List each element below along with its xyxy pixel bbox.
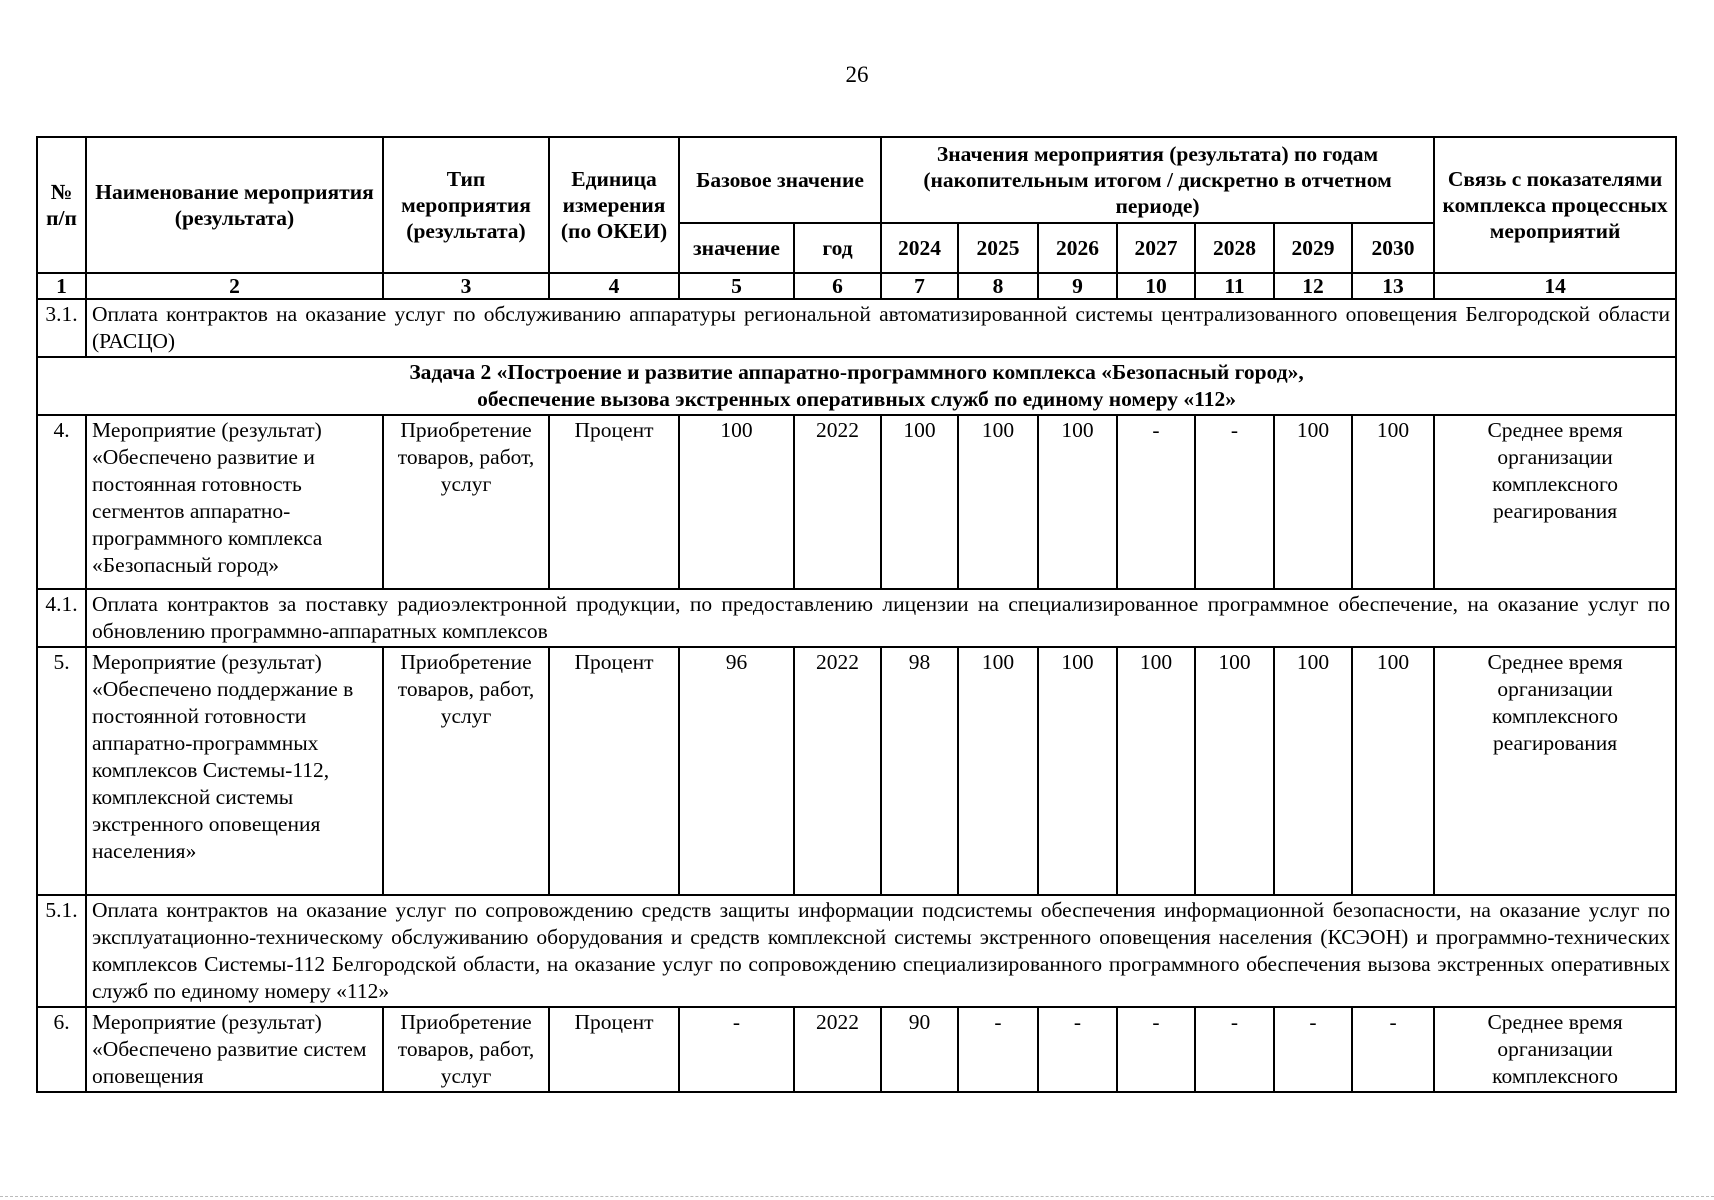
- column-number: 7: [881, 273, 958, 299]
- year-value: 100: [1195, 647, 1274, 895]
- year-value: 100: [1117, 647, 1195, 895]
- year-value: 100: [881, 415, 958, 589]
- column-number: 14: [1434, 273, 1676, 299]
- base-year: 2022: [794, 415, 881, 589]
- measure-unit: Процент: [549, 1007, 679, 1092]
- column-number: 5: [679, 273, 794, 299]
- column-number-row: [37, 273, 1676, 299]
- column-number: 11: [1195, 273, 1274, 299]
- scan-edge-line: [0, 1196, 1714, 1199]
- measure-name: Мероприятие (результат) «Обеспечено развитие и постоянная готовность сегментов аппаратно-программного комплекса «Безопасный город»: [86, 415, 383, 589]
- header-year: 2030: [1352, 223, 1434, 273]
- header-year: 2027: [1117, 223, 1195, 273]
- header-num: № п/п: [37, 137, 86, 273]
- header-year: 2026: [1038, 223, 1117, 273]
- measure-type: Приобретение товаров, работ, услуг: [383, 647, 549, 895]
- year-value: -: [1274, 1007, 1352, 1092]
- base-value: 96: [679, 647, 794, 895]
- base-value: 100: [679, 415, 794, 589]
- row-4-1: [37, 589, 1676, 647]
- column-number: 8: [958, 273, 1038, 299]
- task-heading: [37, 357, 1676, 415]
- header-type: Тип мероприятия (результата): [383, 137, 549, 273]
- year-value: -: [1117, 415, 1195, 589]
- indicator-link: Среднее время организации комплексного реагирования: [1434, 647, 1676, 895]
- payment-text: Оплата контрактов за поставку радиоэлектронной продукции, по предоставлению лицензии на специализированное программное обеспечение, на оказание услуг по обновлению программно-аппаратных комплексов: [86, 589, 1676, 647]
- header-unit: Единица измерения (по ОКЕИ): [549, 137, 679, 273]
- column-number: 4: [549, 273, 679, 299]
- year-value: -: [958, 1007, 1038, 1092]
- row-number: 5.: [37, 647, 86, 895]
- year-value: 100: [958, 647, 1038, 895]
- indicator-link: Среднее время организации комплексного реагирования: [1434, 415, 1676, 589]
- header-base-year: год: [794, 223, 881, 273]
- column-number: 2: [86, 273, 383, 299]
- measure-name: Мероприятие (результат) «Обеспечено поддержание в постоянной готовности аппаратно-программных комплексов Системы-112, комплексной системы экстренного оповещения населения»: [86, 647, 383, 895]
- task-2-row: [37, 357, 1676, 415]
- year-value: 100: [1352, 415, 1434, 589]
- header-base: Базовое значение: [679, 137, 881, 223]
- measure-type: Приобретение товаров, работ, услуг: [383, 415, 549, 589]
- base-year: 2022: [794, 647, 881, 895]
- year-value: 100: [1038, 647, 1117, 895]
- year-value: 100: [1352, 647, 1434, 895]
- column-number: 1: [37, 273, 86, 299]
- column-number: 3: [383, 273, 549, 299]
- task-heading-line: Задача 2 «Построение и развитие аппаратно-программного комплекса «Безопасный город»,: [409, 360, 1304, 384]
- row-number: 6.: [37, 1007, 86, 1092]
- row-number: 4.: [37, 415, 86, 589]
- base-year: 2022: [794, 1007, 881, 1092]
- header-year: 2028: [1195, 223, 1274, 273]
- row-number: 3.1.: [37, 299, 86, 357]
- header-year: 2025: [958, 223, 1038, 273]
- year-value: -: [1117, 1007, 1195, 1092]
- year-value: -: [1195, 1007, 1274, 1092]
- measures-table: [36, 136, 1677, 1093]
- measure-name: Мероприятие (результат) «Обеспечено развитие систем оповещения: [86, 1007, 383, 1092]
- indicator-link: Среднее время организации комплексного: [1434, 1007, 1676, 1092]
- header-values-by-year: Значения мероприятия (результата) по годам (накопительным итогом / дискретно в отчетном периоде): [881, 137, 1434, 223]
- page-number: 26: [845, 62, 869, 87]
- column-number: 12: [1274, 273, 1352, 299]
- column-number: 9: [1038, 273, 1117, 299]
- year-value: -: [1038, 1007, 1117, 1092]
- row-4: [37, 415, 1676, 589]
- year-value: 98: [881, 647, 958, 895]
- header-link: Связь с показателями комплекса процессных мероприятий: [1434, 137, 1676, 273]
- header-year: 2024: [881, 223, 958, 273]
- column-number: 6: [794, 273, 881, 299]
- year-value: -: [1352, 1007, 1434, 1092]
- row-number: 4.1.: [37, 589, 86, 647]
- row-6: [37, 1007, 1676, 1092]
- year-value: 100: [1038, 415, 1117, 589]
- header-name: Наименование мероприятия (результата): [86, 137, 383, 273]
- measure-unit: Процент: [549, 415, 679, 589]
- measure-unit: Процент: [549, 647, 679, 895]
- year-value: 100: [1274, 415, 1352, 589]
- header-year: 2029: [1274, 223, 1352, 273]
- year-value: 100: [1274, 647, 1352, 895]
- year-value: 100: [958, 415, 1038, 589]
- payment-text: Оплата контрактов на оказание услуг по обслуживанию аппаратуры региональной автоматизированной системы централизованного оповещения Белгородской области (РАСЦО): [86, 299, 1676, 357]
- task-heading-line: обеспечение вызова экстренных оперативных служб по единому номеру «112»: [477, 387, 1236, 411]
- row-number: 5.1.: [37, 895, 86, 1007]
- column-number: 13: [1352, 273, 1434, 299]
- base-value: -: [679, 1007, 794, 1092]
- year-value: -: [1195, 415, 1274, 589]
- payment-text: Оплата контрактов на оказание услуг по сопровождению средств защиты информации подсистемы обеспечения информационной безопасности, на оказание услуг по эксплуатационно-техническому обслуживанию оборудования и средств комплексной системы экстренного оповещения населения (КСЭОН) и программно-технических комплексов Системы-112 Белгородской области, на оказание услуг по сопровождению специализированного программного обеспечения вызова экстренных оперативных служб по единому номеру «112»: [86, 895, 1676, 1007]
- column-number: 10: [1117, 273, 1195, 299]
- row-5-1: [37, 895, 1676, 1007]
- header-base-value: значение: [679, 223, 794, 273]
- row-3-1: [37, 299, 1676, 357]
- row-5: [37, 647, 1676, 895]
- measure-type: Приобретение товаров, работ, услуг: [383, 1007, 549, 1092]
- year-value: 90: [881, 1007, 958, 1092]
